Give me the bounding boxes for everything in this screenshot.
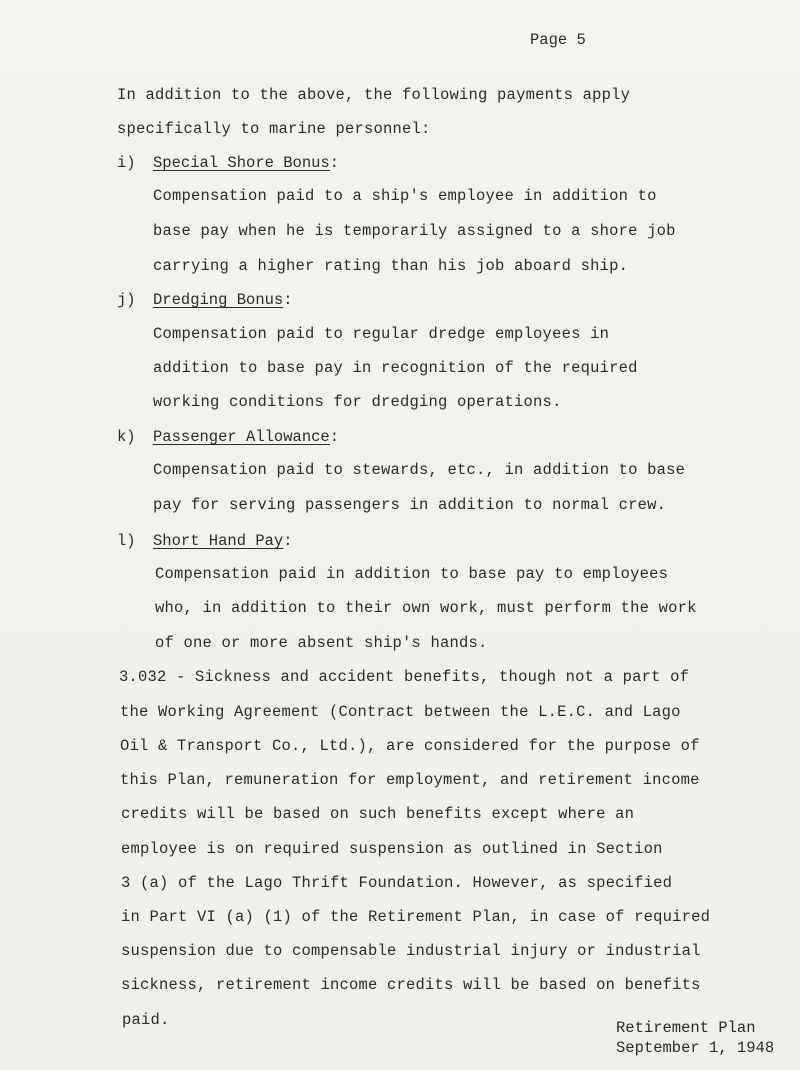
paragraph-line: Oil & Transport Co., Ltd.), are considered for the purpose of	[120, 737, 700, 755]
paragraph-line: 3.032 - Sickness and accident benefits, though not a part of	[119, 668, 690, 686]
item-letter: j)	[117, 291, 136, 309]
item-line: Compensation paid to a ship's employee in addition to	[153, 187, 657, 205]
item-letter: l)	[117, 532, 136, 550]
item-colon: :	[329, 154, 340, 172]
item-title: Passenger Allowance	[153, 428, 330, 446]
footer-date: September 1, 1948	[616, 1039, 775, 1057]
item-heading	[153, 291, 293, 309]
footer	[616, 1018, 774, 1058]
paragraph-line: sickness, retirement income credits will be based on benefits	[121, 976, 701, 994]
item-line: addition to base pay in recognition of the required	[153, 359, 638, 377]
item-letter: k)	[117, 428, 136, 446]
item-line: who, in addition to their own work, must perform the work	[155, 599, 697, 617]
item-line: working conditions for dredging operations.	[153, 393, 562, 411]
item-line: carrying a higher rating than his job aboard ship.	[153, 257, 629, 275]
paragraph-line: in Part VI (a) (1) of the Retirement Plan, in case of required	[121, 908, 711, 926]
item-line: Compensation paid in addition to base pay to employees	[155, 565, 669, 583]
item-letter: i)	[117, 154, 136, 172]
item-title: Dredging Bonus	[153, 291, 284, 309]
item-heading	[153, 428, 339, 446]
item-line: Compensation paid to regular dredge employees in	[153, 325, 610, 343]
item-heading	[153, 532, 293, 550]
item-line: Compensation paid to stewards, etc., in addition to base	[153, 461, 686, 479]
intro-line: In addition to the above, the following payments apply	[117, 86, 631, 104]
paragraph-line: 3 (a) of the Lago Thrift Foundation. However, as specified	[121, 874, 673, 892]
paragraph-line: this Plan, remuneration for employment, and retirement income	[120, 771, 700, 789]
item-colon: :	[329, 428, 340, 446]
paragraph-line: the Working Agreement (Contract between the L.E.C. and Lago	[120, 703, 681, 721]
intro-line: specifically to marine personnel:	[117, 120, 431, 138]
paragraph-line: employee is on required suspension as outlined in Section	[121, 840, 663, 858]
item-line: pay for serving passengers in addition to normal crew.	[153, 496, 667, 514]
item-line: base pay when he is temporarily assigned to a shore job	[153, 222, 676, 240]
item-colon: :	[283, 532, 293, 550]
footer-title: Retirement Plan	[616, 1019, 756, 1037]
page-number: Page 5	[530, 31, 586, 49]
item-heading	[153, 154, 339, 172]
paragraph-line: credits will be based on such benefits except where an	[121, 805, 635, 823]
item-line: of one or more absent ship's hands.	[155, 634, 488, 652]
paragraph-line: paid.	[122, 1011, 170, 1029]
paragraph-line: suspension due to compensable industrial injury or industrial	[121, 942, 701, 960]
item-title: Special Shore Bonus	[153, 154, 330, 172]
item-title: Short Hand Pay	[153, 532, 284, 550]
item-colon: :	[283, 291, 293, 309]
